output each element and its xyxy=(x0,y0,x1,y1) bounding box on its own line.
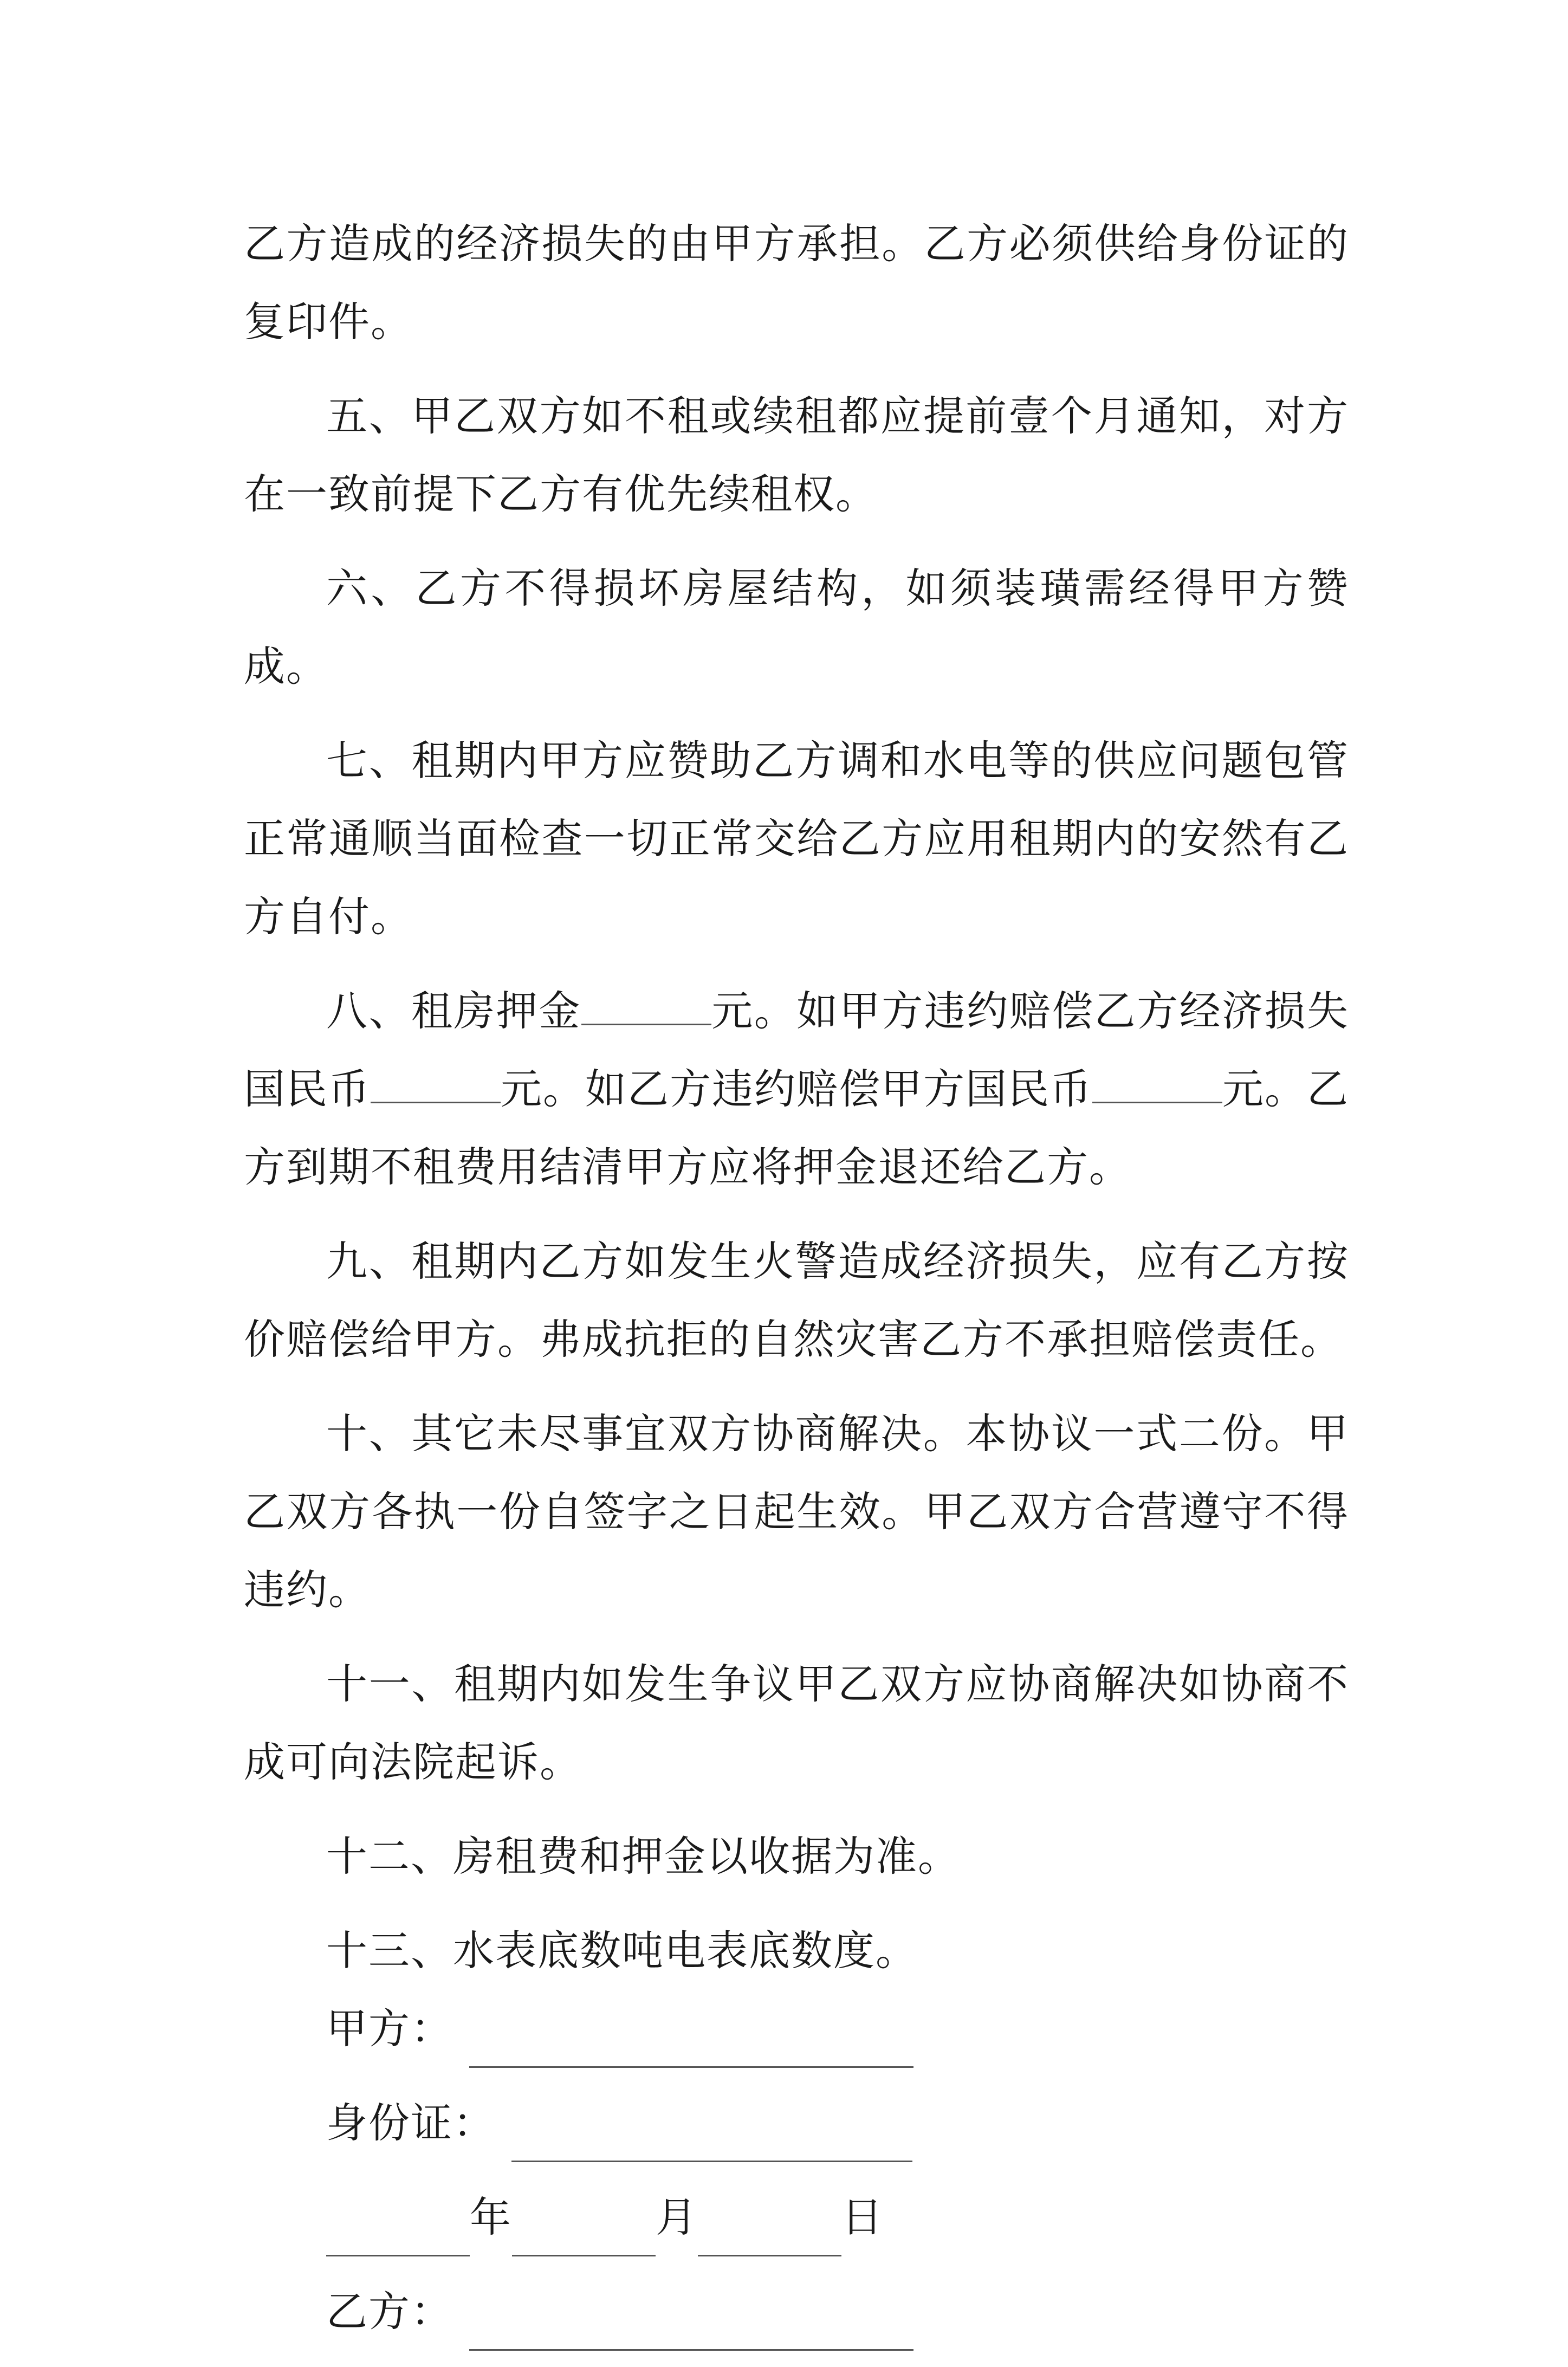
month-blank xyxy=(512,2217,656,2256)
clause-7: 七、租期内甲方应赞助乙方调和水电等的供应问题包管正常通顺当面检查一切正常交给乙方应用租期内的安然有乙方自付。 xyxy=(244,736,1349,941)
party-a-blank xyxy=(469,2028,913,2068)
clause-8-part2: 元。如甲方违约赔偿乙方经济损失国民币 xyxy=(244,987,1350,1113)
date-line xyxy=(326,2195,1349,2273)
day-label: 日 xyxy=(841,2193,884,2241)
signature-block xyxy=(244,2006,1349,2367)
id-label: 身份证： xyxy=(326,2099,495,2147)
clause-8-part3: 元。如乙方违约赔偿甲方国民币 xyxy=(501,1065,1092,1113)
clause-13: 十三、水表底数吨电表底数度。 xyxy=(326,1926,918,1975)
clause-8-part4: 元。乙方到期不租费用结清甲方应将押金退还给乙方。 xyxy=(244,1065,1349,1191)
clause-8-part1: 八、租房押金 xyxy=(326,987,581,1035)
clause-6: 六、乙方不得损坏房屋结构，如须装璜需经得甲方赞成。 xyxy=(244,564,1349,690)
clause-9: 九、租期内乙方如发生火警造成经济损失，应有乙方按价赔偿给甲方。弗成抗拒的自然灾害乙方不承担赔偿责任。 xyxy=(244,1237,1349,1363)
party-a-label: 甲方： xyxy=(326,2004,453,2053)
party-b-penalty-blank xyxy=(1092,1063,1222,1103)
year-blank xyxy=(326,2217,470,2256)
clause-11: 十一、租期内如发生争议甲乙双方应协商解决如协商不成可向法院起诉。 xyxy=(244,1660,1349,1786)
deposit-amount-blank xyxy=(581,985,711,1025)
paragraph-continuation: 乙方造成的经济损失的由甲方承担。乙方必须供给身份证的复印件。 xyxy=(244,219,1349,346)
clause-10: 十、其它未尽事宜双方协商解决。本协议一式二份。甲乙双方各执一份自签字之日起生效。甲乙双方合营遵守不得违约。 xyxy=(244,1409,1349,1614)
clause-12: 十二、房租费和押金以收据为准。 xyxy=(326,1832,960,1880)
party-b-blank xyxy=(469,2311,913,2351)
day-blank xyxy=(698,2217,841,2256)
id-blank xyxy=(511,2123,912,2162)
clause-5: 五、甲乙双方如不租或续租都应提前壹个月通知，对方在一致前提下乙方有优先续租权。 xyxy=(244,392,1349,518)
party-b-label: 乙方： xyxy=(326,2287,453,2336)
id-signature-line xyxy=(326,2100,1349,2178)
party-b-signature-line xyxy=(326,2289,1349,2367)
contract-body xyxy=(244,205,1349,2367)
party-a-penalty-blank xyxy=(371,1063,501,1103)
clause-8-deposit xyxy=(244,972,1349,1206)
year-label: 年 xyxy=(470,2193,512,2241)
party-a-signature-line xyxy=(326,2006,1349,2084)
month-label: 月 xyxy=(656,2193,698,2241)
